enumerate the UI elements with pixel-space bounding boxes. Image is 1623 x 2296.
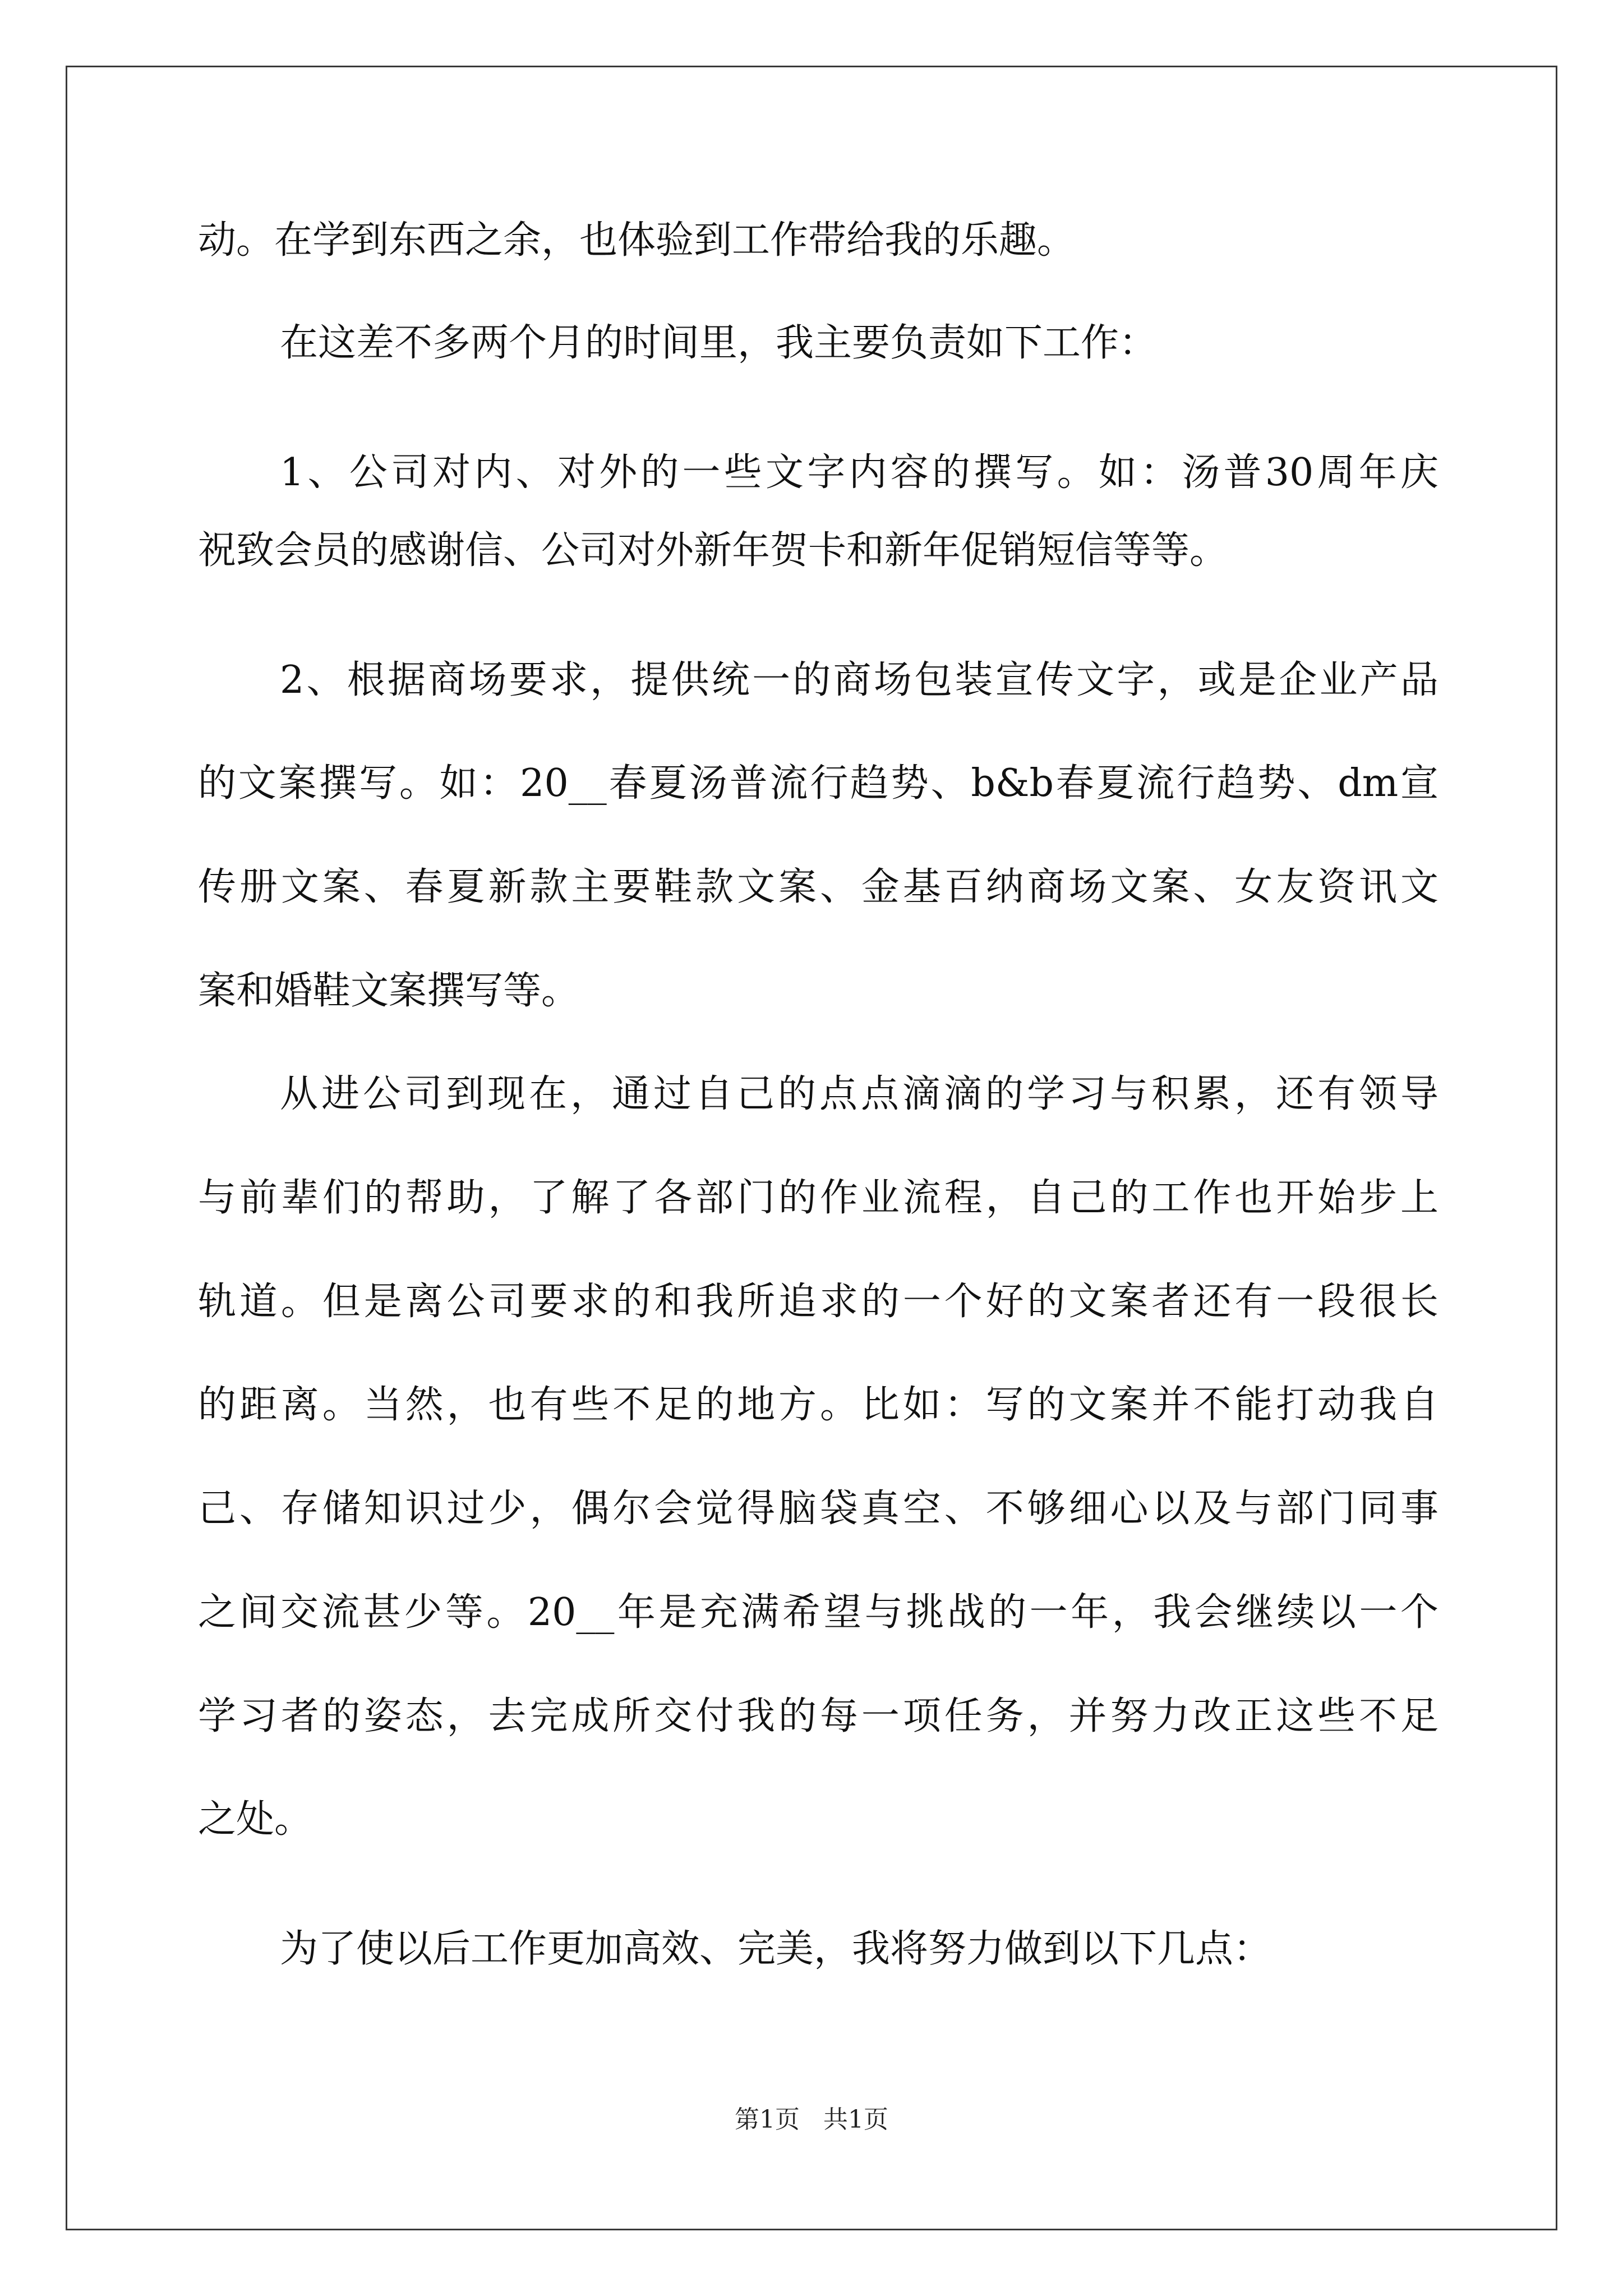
text-line: 2、根据商场要求，提供统一的商场包装宣传文字，或是企业产品 (280, 658, 1438, 702)
text-line: 之间交流甚少等。20__年是充满希望与挑战的一年，我会继续以一个 (198, 1590, 1438, 1635)
text-line: 的文案撰写。如：20__春夏汤普流行趋势、b&b春夏流行趋势、dm宣 (198, 761, 1438, 806)
text-line: 与前辈们的帮助，了解了各部门的作业流程，自己的工作也开始步上 (198, 1176, 1438, 1220)
text-line: 传册文案、春夏新款主要鞋款文案、金基百纳商场文案、女友资讯文 (198, 865, 1438, 909)
page-border (66, 66, 1557, 2230)
text-line: 祝致会员的感谢信、公司对外新年贺卡和新年促销短信等等。 (198, 528, 1228, 573)
text-line: 为了使以后工作更加高效、完美，我将努力做到以下几点： (280, 1927, 1272, 1971)
text-line: 案和婚鞋文案撰写等。 (198, 969, 580, 1013)
text-line: 己、存储知识过少，偶尔会觉得脑袋真空、不够细心以及与部门同事 (198, 1487, 1438, 1531)
text-line: 1、公司对内、对外的一些文字内容的撰写。如：汤普30周年庆 (280, 450, 1438, 495)
text-line: 学习者的姿态，去完成所交付我的每一项任务，并努力改正这些不足 (198, 1694, 1438, 1738)
text-line: 轨道。但是离公司要求的和我所追求的一个好的文案者还有一段很长 (198, 1280, 1438, 1324)
page-footer: 第1页 共1页 (735, 2105, 888, 2134)
text-line: 在这差不多两个月的时间里，我主要负责如下工作： (280, 321, 1158, 365)
text-line: 的距离。当然，也有些不足的地方。比如：写的文案并不能打动我自 (198, 1383, 1438, 1427)
text-line: 从进公司到现在，通过自己的点点滴滴的学习与积累，还有领导 (280, 1072, 1438, 1116)
text-line: 之处。 (198, 1797, 313, 1842)
text-line: 动。在学到东西之余，也体验到工作带给我的乐趣。 (198, 218, 1076, 263)
